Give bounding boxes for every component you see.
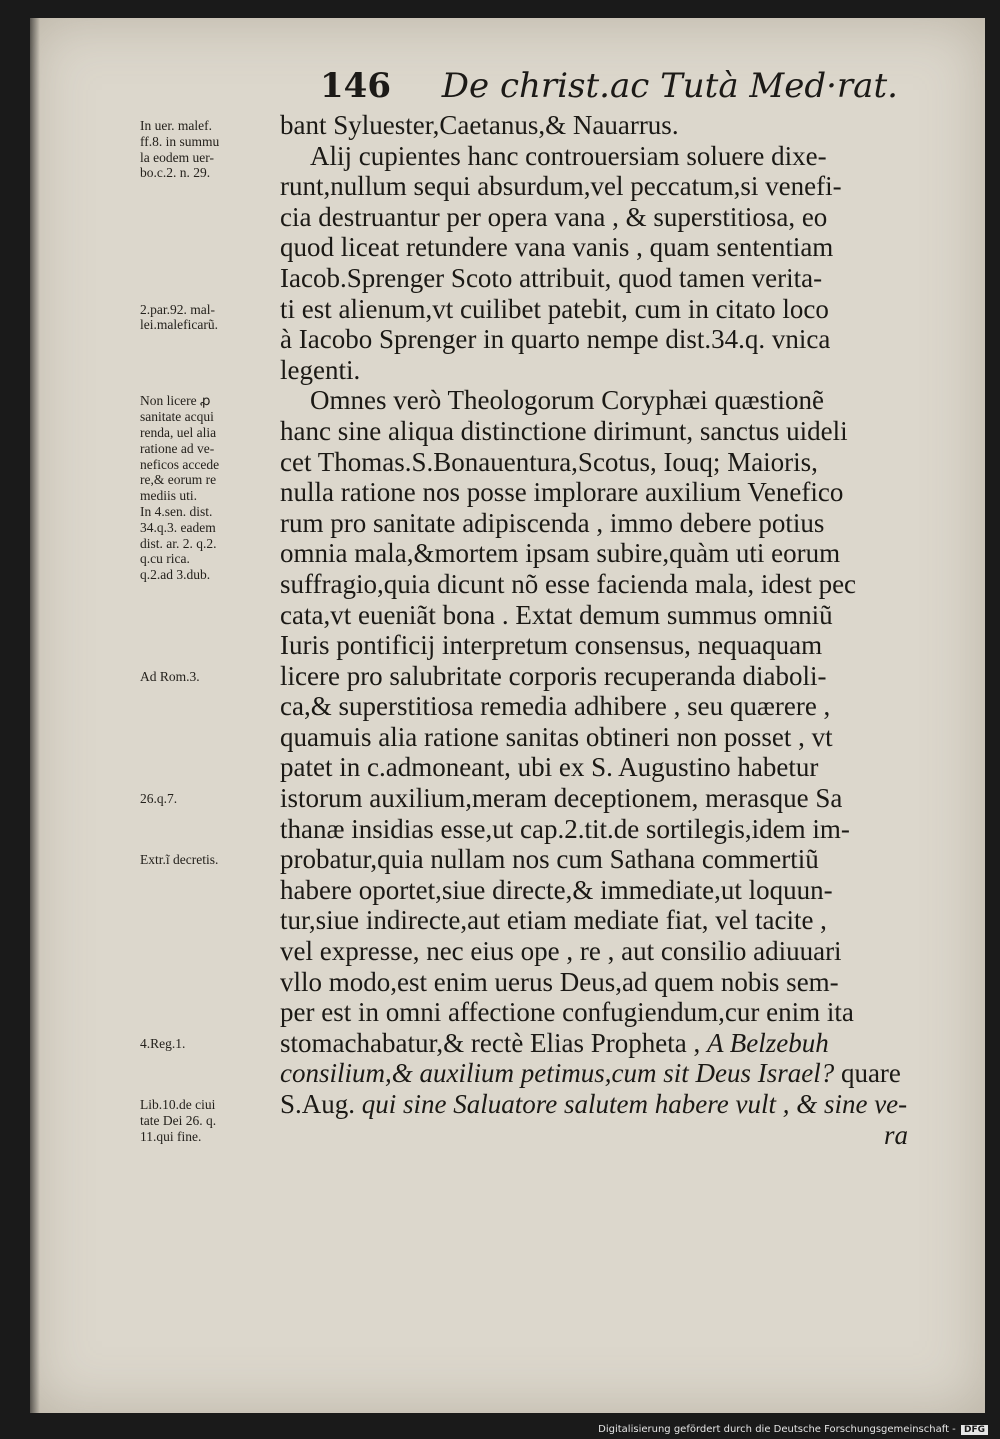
text-line	[280, 875, 948, 906]
text-line	[280, 569, 948, 600]
text-line	[280, 385, 948, 416]
text-line	[280, 202, 948, 233]
text-line	[280, 141, 948, 172]
text-roman: à Iacobo Sprenger in quarto nempe dist.34.q. vnica	[280, 324, 831, 355]
dfg-logo: DFG	[961, 1425, 988, 1435]
text-line	[280, 1058, 948, 1089]
margin-note-line: bo.c.2. n. 29.	[140, 165, 211, 181]
text-roman: quare	[834, 1058, 901, 1089]
text-roman: rum pro sanitate adipiscenda , immo debere potius	[280, 507, 825, 538]
margin-note-line: 34.q.3. eadem	[140, 519, 216, 535]
text-line	[280, 1089, 948, 1120]
text-roman: cia destruantur per opera vana , & superstitiosa, eo	[280, 201, 828, 232]
margin-note-line: tate Dei 26. q.	[140, 1112, 217, 1128]
text-line	[280, 447, 948, 478]
text-roman: ra	[883, 1119, 908, 1150]
margin-note-line: Non licere ꝓ	[140, 393, 211, 409]
text-roman: thanæ insidias esse,ut cap.2.tit.de sortilegis,idem im-	[280, 813, 850, 844]
margin-note-line: lei.maleficarũ.	[140, 317, 218, 333]
margin-note-line: q.cu rica.	[140, 551, 190, 567]
text-roman: ti est alienum,vt cuilibet patebit, cum in citato loco	[280, 293, 829, 324]
text-line	[280, 997, 948, 1028]
text-line	[280, 600, 948, 631]
margin-note	[140, 393, 275, 583]
margin-note-line: ff.8. in summu	[140, 133, 220, 149]
text-roman: Iacob.Sprenger Scoto attribuit, quod tamen verita-	[280, 262, 823, 293]
text-line	[280, 967, 948, 998]
text-roman: Iuris pontificij interpretum consensus, nequaquam	[280, 630, 823, 661]
margin-note-line: dist. ar. 2. q.2.	[140, 535, 217, 551]
text-roman: per est in omni affectione confugiendum,cur enim ita	[280, 997, 854, 1028]
text-roman: quamuis alia ratione sanitas obtineri non posset , vt	[280, 721, 833, 752]
margin-note	[140, 669, 275, 685]
margin-note	[140, 791, 275, 807]
text-line	[280, 538, 948, 569]
text-roman: nulla ratione nos posse implorare auxilium Venefico	[280, 477, 844, 508]
text-line	[280, 232, 948, 263]
text-line	[280, 783, 948, 814]
page-header	[320, 66, 898, 106]
body-text	[280, 110, 948, 1150]
margin-note-line: neficos accede	[140, 456, 220, 472]
text-roman: Alij cupientes hanc controuersiam soluere dixe-	[310, 140, 827, 171]
text-line	[280, 936, 948, 967]
running-title: De christ.ac Tutà Med·rat.	[441, 66, 898, 106]
margin-note	[140, 118, 275, 181]
margin-note-line: Extr.ĩ decretis.	[140, 852, 219, 868]
margin-note-line: renda, uel alia	[140, 424, 217, 440]
text-roman: quod liceat retundere vana vanis , quam sententiam	[280, 232, 834, 263]
text-roman: legenti.	[280, 354, 361, 385]
text-line	[280, 324, 948, 355]
margin-note-line: mediis uti.	[140, 488, 197, 504]
text-line	[280, 171, 948, 202]
text-line	[280, 416, 948, 447]
text-roman: istorum auxilium,meram deceptionem, merasque Sa	[280, 783, 843, 814]
text-line	[280, 722, 948, 753]
text-line	[280, 814, 948, 845]
text-italic: consilium,& auxilium petimus,cum sit Deus Israel?	[280, 1058, 835, 1089]
text-roman: probatur,quia nullam nos cum Sathana commertiũ	[280, 844, 819, 875]
margin-note	[140, 1097, 275, 1144]
text-line	[280, 844, 948, 875]
text-roman: patet in c.admoneant, ubi ex S. Augustino habetur	[280, 752, 819, 783]
text-line	[280, 661, 948, 692]
margin-note-line: In uer. malef.	[140, 118, 212, 133]
text-line	[280, 355, 948, 386]
text-roman: ca,& superstitiosa remedia adhibere , seu quærere ,	[280, 691, 831, 722]
text-roman: bant Syluester,Caetanus,& Nauarrus.	[280, 110, 679, 140]
text-roman: habere oportet,siue directe,& immediate,ut loquun-	[280, 874, 833, 905]
text-line	[280, 1028, 948, 1059]
text-line	[280, 294, 948, 325]
text-roman: runt,nullum sequi absurdum,vel peccatum,si venefi-	[280, 171, 842, 202]
text-line	[280, 691, 948, 722]
text-line	[280, 477, 948, 508]
text-italic: qui sine Saluatore salutem habere vult , & sine ve-	[361, 1089, 908, 1119]
margin-note	[140, 302, 275, 334]
margin-note-line: la eodem uer-	[140, 149, 214, 165]
text-roman: vel expresse, nec eius ope , re , aut consilio adiuuari	[280, 936, 842, 967]
text-roman: vllo modo,est enim uerus Deus,ad quem nobis sem-	[280, 966, 839, 997]
text-roman: S.Aug.	[280, 1089, 362, 1119]
footer	[598, 1424, 988, 1435]
text-roman: stomachabatur,& rectè Elias Propheta ,	[280, 1027, 708, 1058]
text-roman: omnia mala,&mortem ipsam subire,quàm uti eorum	[280, 538, 841, 569]
margin-note-line: sanitate acqui	[140, 409, 214, 425]
margin-note-line: Ad Rom.3.	[140, 668, 200, 684]
margin-note	[140, 1036, 275, 1052]
text-roman: cet Thomas.S.Bonauentura,Scotus, Iouq; Maioris,	[280, 446, 818, 477]
text-italic: A Belzebuh	[707, 1027, 829, 1058]
text-roman: cata,vt eueniãt bona . Extat demum summus omniũ	[280, 599, 833, 630]
text-roman: hanc sine aliqua distinctione dirimunt, sanctus uideli	[280, 415, 848, 446]
text-line	[280, 110, 948, 141]
page-number: 146	[320, 66, 391, 106]
margin-note-line: 11.qui fine.	[140, 1128, 202, 1144]
margin-note-line: 4.Reg.1.	[140, 1036, 186, 1051]
margin-note-line: re,& eorum re	[140, 472, 217, 488]
margin-note-line: q.2.ad 3.dub.	[140, 567, 211, 583]
margin-note-line: In 4.sen. dist.	[140, 503, 213, 519]
text-line	[280, 630, 948, 661]
text-line	[280, 263, 948, 294]
text-line	[280, 1120, 948, 1151]
text-line	[280, 905, 948, 936]
text-roman: licere pro salubritate corporis recuperanda diaboli-	[280, 660, 827, 691]
margin-note-line: ratione ad ve-	[140, 440, 215, 456]
margin-note-line: 26.q.7.	[140, 791, 178, 807]
text-line	[280, 508, 948, 539]
margin-note	[140, 852, 275, 868]
footer-text: Digitalisierung gefördert durch die Deutsche Forschungsgemeinschaft -	[598, 1424, 956, 1435]
margin-note-line: Lib.10.de ciui	[140, 1097, 216, 1113]
text-roman: Omnes verò Theologorum Coryphæi quæstionẽ	[310, 385, 824, 416]
binding-shadow	[30, 18, 40, 1413]
text-roman: suffragio,quia dicunt nõ esse facienda mala, idest pec	[280, 568, 857, 599]
text-line	[280, 752, 948, 783]
text-roman: tur,siue indirecte,aut etiam mediate fiat, vel tacite ,	[280, 905, 827, 936]
margin-note-line: 2.par.92. mal-	[140, 301, 215, 317]
